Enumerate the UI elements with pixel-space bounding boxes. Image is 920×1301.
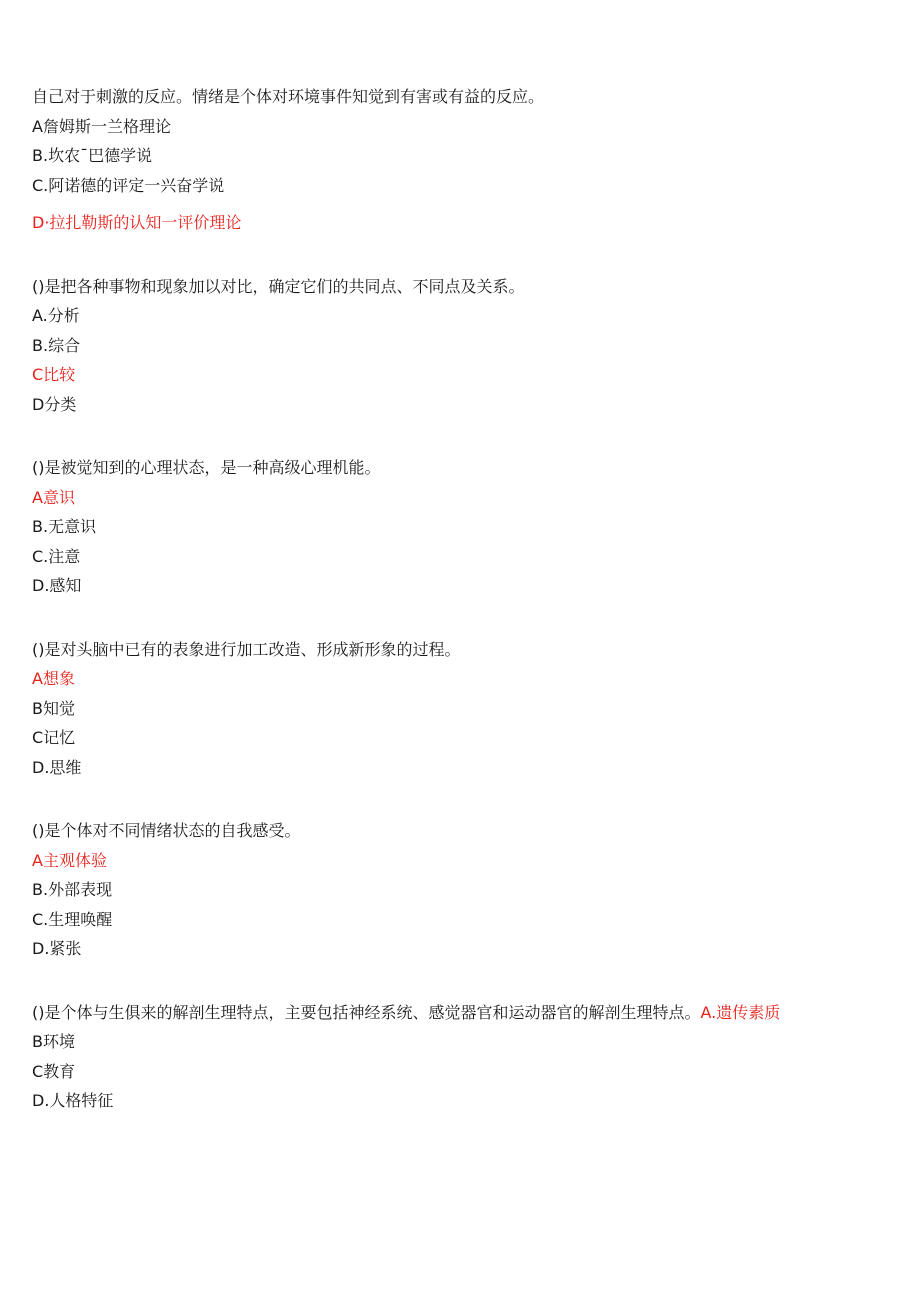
option-c: C教育 — [32, 1061, 76, 1081]
option-a: A.分析 — [32, 306, 80, 325]
question-block-5 — [32, 998, 892, 1116]
option-c-correct: C比较 — [32, 365, 76, 384]
question-block-3 — [32, 635, 892, 783]
option-a: A詹姆斯一兰格理论 — [32, 116, 171, 136]
document-page — [32, 82, 892, 1116]
option-c: C.阿诺德的评定一兴奋学说 — [32, 175, 225, 195]
option-a-correct: A想象 — [32, 669, 75, 688]
option-d: D.感知 — [32, 576, 82, 595]
question-block-0 — [32, 82, 892, 238]
question-stem: ()是个体与生俱来的解剖生理特点，主要包括神经系统、感觉器官和运动器官的解剖生理特点。 — [32, 1002, 701, 1022]
option-a-correct: A.遗传素质 — [700, 1002, 781, 1022]
option-c: C.注意 — [32, 546, 81, 566]
question-stem: 自己对于刺激的反应。情绪是个体对环境事件知觉到有害或有益的反应。 — [32, 87, 545, 106]
question-block-4 — [32, 816, 892, 964]
option-d: D.人格特征 — [32, 1091, 114, 1110]
question-block-2 — [32, 453, 892, 601]
option-c: C.生理唤醒 — [32, 909, 113, 929]
option-d: D.思维 — [32, 757, 82, 777]
question-block-1 — [32, 272, 892, 420]
question-stem: ()是个体对不同情绪状态的自我感受。 — [32, 821, 301, 840]
question-stem: ()是被觉知到的心理状态，是一种高级心理机能。 — [32, 458, 381, 477]
question-stem-row — [32, 998, 892, 1028]
option-a-correct: A主观体验 — [32, 850, 107, 870]
option-b: B.综合 — [32, 335, 81, 355]
option-b: B知觉 — [32, 698, 75, 718]
option-d: D.紧张 — [32, 939, 82, 958]
option-b: B.外部表现 — [32, 880, 113, 899]
option-b: B环境 — [32, 1032, 75, 1051]
option-d-correct: D·拉扎勒斯的认知一评价理论 — [32, 213, 242, 232]
option-b: B.无意识 — [32, 517, 97, 536]
option-a-correct: A意识 — [32, 487, 75, 507]
option-c: C记忆 — [32, 728, 76, 747]
option-b: B.坎农¯巴德学说 — [32, 146, 153, 165]
question-stem: ()是把各种事物和现象加以对比，确定它们的共同点、不同点及关系。 — [32, 276, 525, 296]
question-stem: ()是对头脑中已有的表象进行加工改造、形成新形象的过程。 — [32, 639, 461, 659]
option-d: D分类 — [32, 394, 77, 414]
